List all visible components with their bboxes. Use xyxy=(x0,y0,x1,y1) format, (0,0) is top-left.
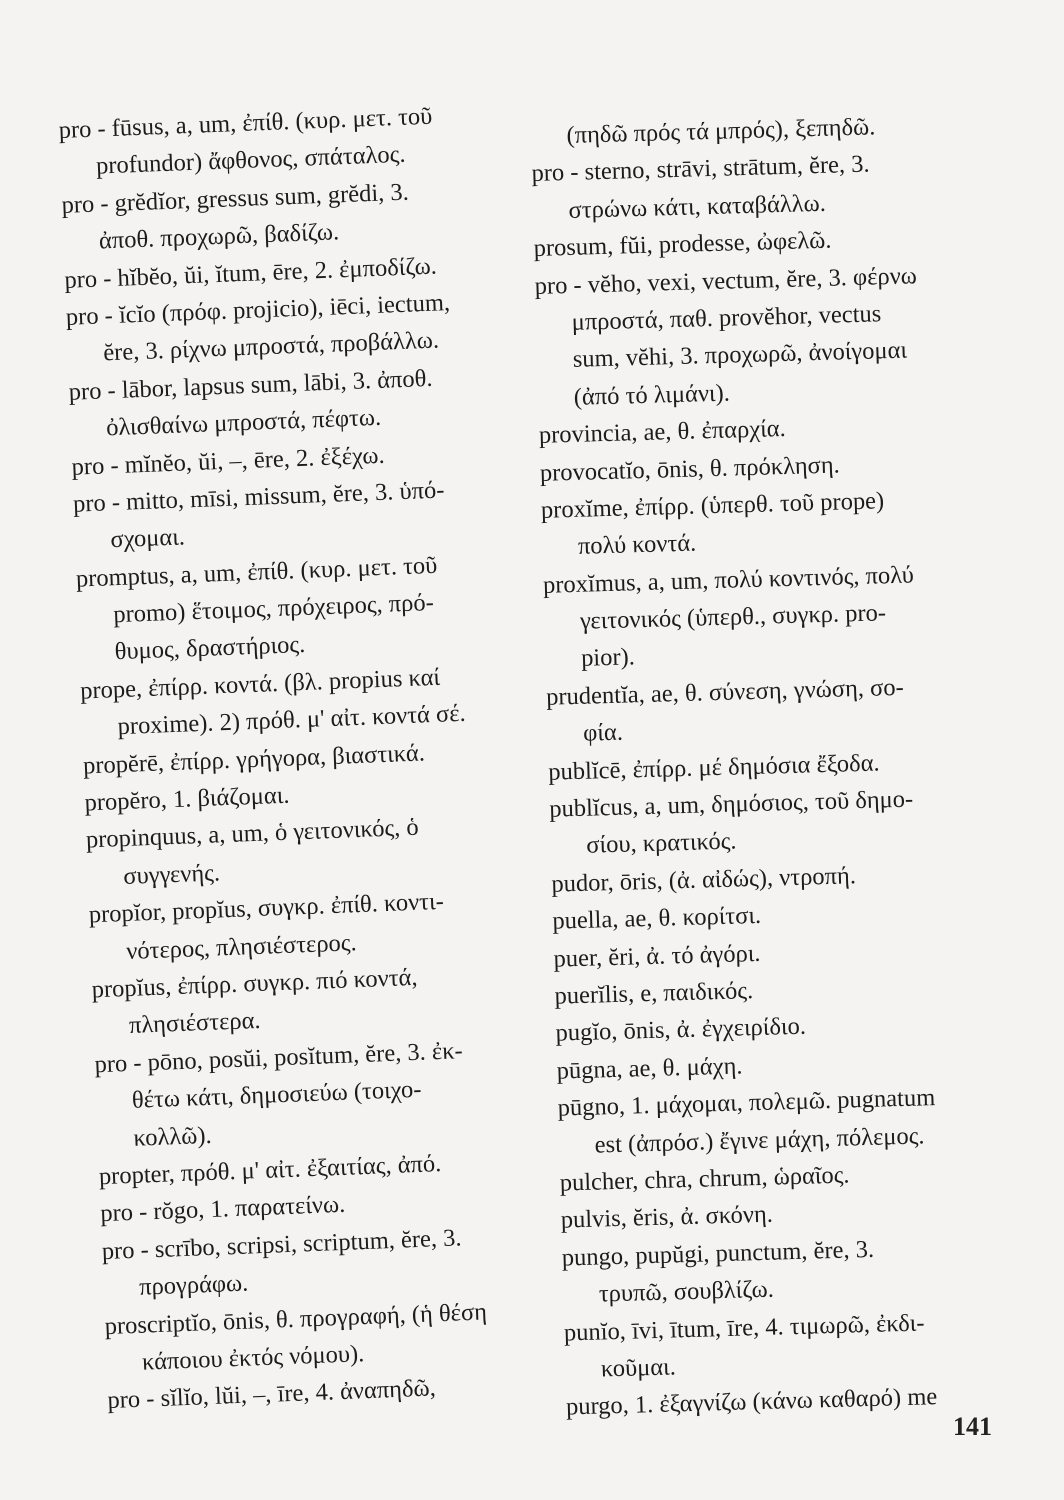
entry-line: proxĭme, ἐπίρρ. (ὑπερθ. τοῦ prope) xyxy=(540,487,885,524)
entry-line: propinquus, a, um, ὁ γειτονικός, ὁ xyxy=(85,814,420,854)
entry-line: πλησιέστερα. xyxy=(128,1007,262,1040)
entry-line: propter, πρόθ. μ' αἰτ. ἐξαιτίας, ἀπό. xyxy=(98,1150,442,1191)
entry-line: propĕrē, ἐπίρρ. γρήγορα, βιαστικά. xyxy=(82,739,426,780)
entry-line: συγγενής. xyxy=(122,859,221,890)
entry-line: στρώνω κάτι, καταβάλλω. xyxy=(568,189,827,224)
entry-line: ἀποθ. προχωρῶ, βαδίζω. xyxy=(98,218,340,255)
entry-line: pulcher, chra, chrum, ὡραῖος. xyxy=(559,1161,850,1197)
entry-line: pro - mitto, mīsi, missum, ĕre, 3. ὑπό- xyxy=(72,476,445,518)
entry-line: profundor) ἄφθονος, σπάταλος. xyxy=(95,141,406,180)
entry-line: punĭo, īvi, ītum, īre, 4. τιμωρῶ, ἐκδι- xyxy=(563,1308,925,1347)
entry-line: pro - pōno, posŭi, posĭtum, ĕre, 3. ἐκ- xyxy=(94,1036,464,1079)
entry-line: prudentĭa, ae, θ. σύνεση, γνώση, σο- xyxy=(545,673,905,711)
entry-line: pulvis, ĕris, ἀ. σκόνη. xyxy=(560,1200,774,1234)
entry-line: pūgna, ae, θ. μάχη. xyxy=(556,1052,743,1085)
entry-line: propĕro, 1. βιάζομαι. xyxy=(84,781,290,817)
left-column xyxy=(58,95,558,1420)
entry-line: μπροστά, παθ. provĕhor, vectus xyxy=(571,300,882,336)
entry-line: pro - lābor, lapsus sum, lābi, 3. ἀποθ. xyxy=(68,364,433,406)
entry-line: γειτονικός (ὑπερθ., συγκρ. pro- xyxy=(579,599,887,635)
entry-line: ĕre, 3. ρίχνω μπροστά, προβάλλω. xyxy=(102,326,440,367)
entry-line: proxime). 2) πρόθ. μ' αἰτ. κοντά σέ. xyxy=(117,700,467,741)
entry-line: (πηδῶ πρός τά μπρός), ξεπηδῶ. xyxy=(566,113,876,149)
entry-line: τρυπῶ, σουβλίζω. xyxy=(598,1275,775,1308)
entry-line: puella, ae, θ. κορίτσι. xyxy=(552,902,762,935)
entry-line: θυμος, δραστήριος. xyxy=(114,631,306,666)
entry-line: prosum, fŭi, prodesse, ὠφελῶ. xyxy=(533,226,832,263)
entry-line: pūgno, 1. μάχομαι, πολεμῶ. pugnatum xyxy=(557,1084,936,1122)
entry-line: νότερος, πλησιέστερος. xyxy=(125,928,358,965)
entry-line: pungo, pupŭgi, punctum, ĕre, 3. xyxy=(561,1235,875,1272)
entry-line: pro - fūsus, a, um, ἐπίθ. (κυρ. μετ. τοῦ xyxy=(58,102,433,144)
entry-line: φία. xyxy=(582,718,624,747)
entry-line: prope, ἐπίρρ. κοντά. (βλ. propius καί xyxy=(79,663,441,705)
entry-line: pro - vĕho, vexi, vectum, ĕre, 3. φέρνω xyxy=(534,261,918,300)
entry-line: promo) ἕτοιμος, πρόχειρος, πρό- xyxy=(112,589,435,629)
entry-line: pro - hĭbĕo, ŭi, ĭtum, ēre, 2. ἐμποδίζω. xyxy=(63,252,438,294)
entry-line: est (ἀπρόσ.) ἔγινε μάχη, πόλεμος. xyxy=(594,1121,925,1159)
entry-line: provincia, ae, θ. ἐπαρχία. xyxy=(538,415,787,449)
entry-line: σχομαι. xyxy=(109,523,186,554)
entry-line: pro - grĕdĭor, gressus sum, grĕdi, 3. xyxy=(61,178,410,219)
page-number: 141 xyxy=(953,1412,992,1441)
entry-line: pro - rŏgo, 1. παρατείνω. xyxy=(99,1191,346,1228)
entry-line: θέτω κάτι, δημοσιεύω (τοιχο- xyxy=(131,1075,422,1115)
entry-line: (ἀπό τό λιμάνι). xyxy=(573,379,731,411)
entry-line: puer, ĕri, ἀ. τό ἀγόρι. xyxy=(553,939,761,973)
entry-line: purgo, 1. ἐξαγνίζω (κάνω καθαρό) me xyxy=(565,1383,938,1421)
entry-line: proxĭmus, a, um, πολύ κοντινός, πολύ xyxy=(542,561,915,599)
entry-line: pro - ĭcĭo (πρόφ. projicio), iēci, iectum, xyxy=(65,289,451,331)
entry-line: proscriptĭo, ōnis, θ. προγραφή, (ἡ θέση xyxy=(104,1297,488,1340)
entry-line: pudor, ōris, (ἀ. αἰδώς), ντροπή. xyxy=(551,862,857,898)
entry-line: sum, vĕhi, 3. προχωρῶ, ἀνοίγομαι xyxy=(572,336,908,374)
entry-line: κολλῶ). xyxy=(132,1121,213,1152)
entry-line: provocatĭo, ōnis, θ. πρόκληση. xyxy=(539,451,841,487)
entry-line: puerĭlis, e, παιδικός. xyxy=(554,977,754,1010)
entry-line: προγράφω. xyxy=(138,1269,249,1301)
entry-line: pro - scrībo, scripsi, scriptum, ĕre, 3. xyxy=(101,1224,462,1265)
entry-line: κοῦμαι. xyxy=(600,1353,677,1383)
entry-line: publĭcus, a, um, δημόσιος, τοῦ δημο- xyxy=(548,785,914,823)
entry-line: propĭus, ἐπίρρ. συγκρ. πιό κοντά, xyxy=(91,963,418,1004)
right-column xyxy=(530,105,1026,1426)
entry-line: pugĭo, ōnis, ἀ. ἐγχειρίδιο. xyxy=(555,1013,807,1048)
entry-line: publĭcē, ἐπίρρ. μέ δημόσια ἔξοδα. xyxy=(547,749,880,786)
entry-line: ὀλισθαίνω μπροστά, πέφτω. xyxy=(105,403,382,442)
entry-line: pro - mĭnĕo, ŭi, –, ēre, 2. ἐξέχω. xyxy=(71,441,386,481)
entry-line: σίου, κρατικός. xyxy=(585,827,737,860)
entry-line: pior). xyxy=(580,643,636,673)
entry-line: propĭor, propĭus, συγκρ. ἐπίθ. κοντι- xyxy=(88,887,445,929)
entry-line: pro - sĭlĭo, lŭi, –, īre, 4. ἀναπηδῶ, xyxy=(106,1374,437,1415)
entry-line: pro - sterno, strāvi, strātum, ĕre, 3. xyxy=(531,150,870,188)
entry-line: promptus, a, um, ἐπίθ. (κυρ. μετ. τοῦ xyxy=(75,551,438,593)
entry-line: κάποιου ἐκτός νόμου). xyxy=(141,1340,365,1376)
entry-line: πολύ κοντά. xyxy=(577,529,697,561)
